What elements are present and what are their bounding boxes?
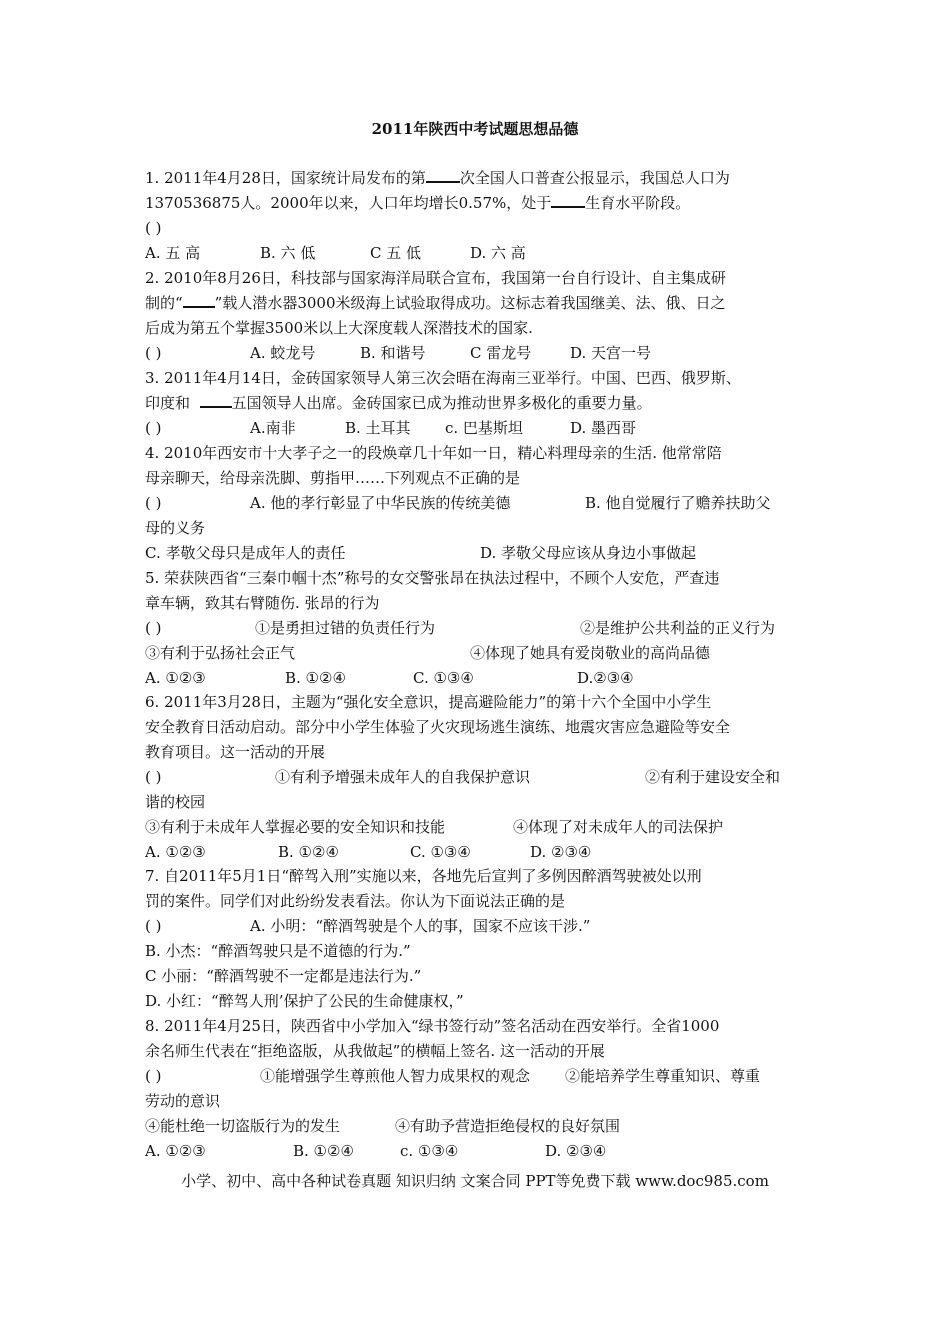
q5-option-b: B. ①②④ [285,669,346,687]
q5-statement-2: ②是维护公共利益的正义行为 [580,619,776,637]
q5-text-1: 5. 荣获陕西省“三秦巾帼十杰”称号的女交警张昂在执法过程中，不顾个人安危，严查违 [145,569,720,587]
q1-line-1 [145,168,825,188]
q2-text-1: 2. 2010年8月26日，科技部与国家海洋局联合宣布，我国第一台自行设计、自主集成研 [145,269,726,287]
q6-answer-paren: ( ) [145,768,162,786]
q1-line-2 [145,193,825,213]
q6-statement-2: ②有利于建设安全和 [645,768,781,786]
q3-text-1: 3. 2011年4月14日，金砖国家领导人第三次会晤在海南三亚举行。中国、巴西、俄罗斯、 [145,369,741,387]
q7-line-1 [145,866,825,886]
q5-line-1 [145,568,825,588]
q6-line-2 [145,717,825,737]
q4-text-1: 4. 2010年西安市十大孝子之一的段焕章几十年如一日，精心料理母亲的生活. 他常常陪 [145,444,722,462]
q4-line-2 [145,468,825,488]
q6-line-3 [145,742,825,762]
q5-statement-1: ①是勇担过错的负责任行为 [255,619,436,637]
q6-text-2: 安全教育日活动启动。部分中小学生体验了火灾现场逃生演练、地震灾害应急避险等安全 [145,718,731,736]
q8-line-1 [145,1016,825,1036]
q6-option-b: B. ①②④ [278,843,339,861]
q4-text-2: 母亲聊天，给母亲洗脚、剪指甲……下列观点不正确的是 [145,469,521,487]
q5-option-d: D.②③④ [577,669,634,687]
q6-options [145,842,825,862]
q1-text-1b: 次全国人口普查公报显示，我国总人口为 [459,169,730,187]
q1-options [145,243,825,263]
q4-option-b-cont: 母的义务 [145,519,206,537]
q1-blank-2 [551,194,585,208]
q2-line-1 [145,268,825,288]
q8-statements-1 [145,1066,825,1086]
q6-text-3: 教育项目。这一活动的开展 [145,743,326,761]
q8-statements-2 [145,1091,825,1111]
q5-option-a: A. ①②③ [145,669,206,687]
q6-option-d: D. ②③④ [530,843,592,861]
q6-statement-1: ①有利予增强未成年人的自我保护意识 [275,768,531,786]
q4-answer-paren: ( ) [145,494,162,512]
q5-text-2: 章车辆，致其右臂随伤. 张昂的行为 [145,594,380,612]
q7-option-d: D. 小红：“醉驾人刑’保护了公民的生命健康权，” [145,992,464,1010]
q6-statements-2 [145,792,825,812]
q7-option-b: B. 小杰：“醉酒驾驶只是不道德的行为.” [145,942,411,960]
q7-text-1: 7. 自2011年5月1日“醉驾入刑”实施以来，各地先后宣判了多例因醉酒驾驶被处以刑 [145,867,702,885]
q2-line-2 [145,293,825,313]
q6-statement-3: ③有利于未成年人掌握必要的安全知识和技能 [145,818,446,836]
q8-option-c: c. ①③④ [400,1142,459,1160]
q3-option-d: D. 墨西哥 [570,419,637,437]
q1-option-b: B. 六 低 [260,244,316,262]
q5-answer-paren: ( ) [145,619,162,637]
q8-text-2: 余名师生代表在“拒绝盗版，从我做起”的横幅上签名. 这一活动的开展 [145,1042,605,1060]
q6-line-1 [145,692,825,712]
q2-line-3 [145,318,825,338]
q3-line-2 [145,393,825,413]
q2-option-a: A. 蛟龙号 [250,344,316,362]
q1-option-c: C 五 低 [370,244,422,262]
q8-text-1: 8. 2011年4月25日，陕西省中小学加入“绿书签行动”签名活动在西安举行。全省1000 [145,1017,720,1035]
q7-option-a: A. 小明：“醉酒驾驶是个人的事，国家不应该干涉.” [250,917,591,935]
q7-answer-paren: ( ) [145,917,162,935]
q1-text-2a: 1370536875人。2000年以来，人口年均增长0.57%，处于 [145,194,552,212]
q6-statements-3 [145,817,825,837]
q8-statement-2-cont: 劳动的意识 [145,1092,221,1110]
q7-options-2 [145,941,825,961]
q8-option-b: B. ①②④ [293,1142,354,1160]
q2-text-2b: ”载人潜水器3000米级海上试验取得成功。这标志着我国继美、法、俄、日之 [214,294,726,312]
q8-statement-1: ①能增强学生尊煎他人智力成果权的观念 [260,1067,531,1085]
q1-text-2b: 生育水平阶段。 [585,194,691,212]
q3-option-c: c. 巴基斯坦 [445,419,523,437]
q1-blank-1 [426,169,460,183]
q1-option-d: D. 六 高 [470,244,526,262]
q3-option-b: B. 土耳其 [345,419,411,437]
q2-option-b: B. 和谐号 [360,344,426,362]
q4-options-1 [145,493,825,513]
q1-text-1a: 1. 2011年4月28日，国家统计局发布的第 [145,169,426,187]
q2-option-d: D. 天宫一号 [570,344,652,362]
q8-statement-3: ④能杜绝一切盗版行为的发生 [145,1117,341,1135]
q3-blank [200,394,232,408]
q5-statements-2 [145,643,825,663]
q2-text-3: 后成为第五个掌握3500米以上大深度载人深潜技术的国家. [145,319,533,337]
q8-line-2 [145,1041,825,1061]
q4-options-2 [145,518,825,538]
q1-answer-paren-line [145,218,825,238]
q2-option-c: C 雷龙号 [470,344,532,362]
q3-options [145,418,825,438]
document-title: 2011年陕西中考试题思想品德 [371,120,579,138]
q6-statement-4: ④体现了对未成年人的司法保护 [513,818,724,836]
q4-option-d: D. 孝敬父母应该从身边小事做起 [480,544,697,562]
q7-line-2 [145,891,825,911]
q3-option-a: A.南非 [250,419,296,437]
q6-option-c: C. ①③④ [410,843,471,861]
q1-answer-paren: ( ) [145,219,162,237]
q5-options [145,668,825,688]
q2-options [145,343,825,363]
q5-statement-4: ④体现了她具有爱岗敬业的高尚品德 [470,644,711,662]
q3-line-1 [145,368,825,388]
q7-options-4 [145,991,825,1011]
q6-statement-2-cont: 谐的校园 [145,793,206,811]
q8-statements-3 [145,1116,825,1136]
q8-answer-paren: ( ) [145,1067,162,1085]
q5-option-c: C. ①③④ [413,669,474,687]
q7-options-3 [145,966,825,986]
q2-answer-paren: ( ) [145,344,162,362]
q1-option-a: A. 五 高 [145,244,201,262]
q6-option-a: A. ①②③ [145,843,206,861]
q3-text-2b: 五国领导人出席。金砖国家已成为推动世界多极化的重要力量。 [231,394,652,412]
q4-option-a: A. 他的孝行彰显了中华民族的传统美德 [250,494,511,512]
q5-line-2 [145,593,825,613]
q7-text-2: 罚的案件。同学们对此纷纷发表看法。你认为下面说法正确的是 [145,892,566,910]
q8-statement-2: ②能培养学生尊重知识、尊重 [565,1067,761,1085]
q2-blank [183,294,215,308]
q4-options-3 [145,543,825,563]
q5-statements-1 [145,618,825,638]
q5-statement-3: ③有利于弘扬社会正气 [145,644,296,662]
q6-statements-1 [145,767,825,787]
q8-options [145,1141,825,1161]
q8-option-a: A. ①②③ [145,1142,206,1160]
q3-text-2a: 印度和 [145,394,191,412]
q7-options-1 [145,916,825,936]
footer-ad-text: 小学、初中、高中各种试卷真题 知识归纳 文案合同 PPT等免费下载 www.doc985.com [181,1172,769,1190]
q2-text-2a: 制的“ [145,294,183,312]
q8-statement-4: ④有助予营造拒绝侵权的良好氛围 [395,1117,621,1135]
q3-answer-paren: ( ) [145,419,162,437]
q8-option-d: D. ②③④ [545,1142,607,1160]
q4-option-c: C. 孝敬父母只是成年人的责任 [145,544,346,562]
q4-line-1 [145,443,825,463]
q7-option-c: C 小丽：“醉酒驾驶不一定都是违法行为.” [145,967,422,985]
q6-text-1: 6. 2011年3月28日，主题为“强化安全意识，提高避险能力”的第十六个全国中小学生 [145,693,712,711]
q4-option-b: B. 他自觉履行了赡养扶助父 [585,494,771,512]
